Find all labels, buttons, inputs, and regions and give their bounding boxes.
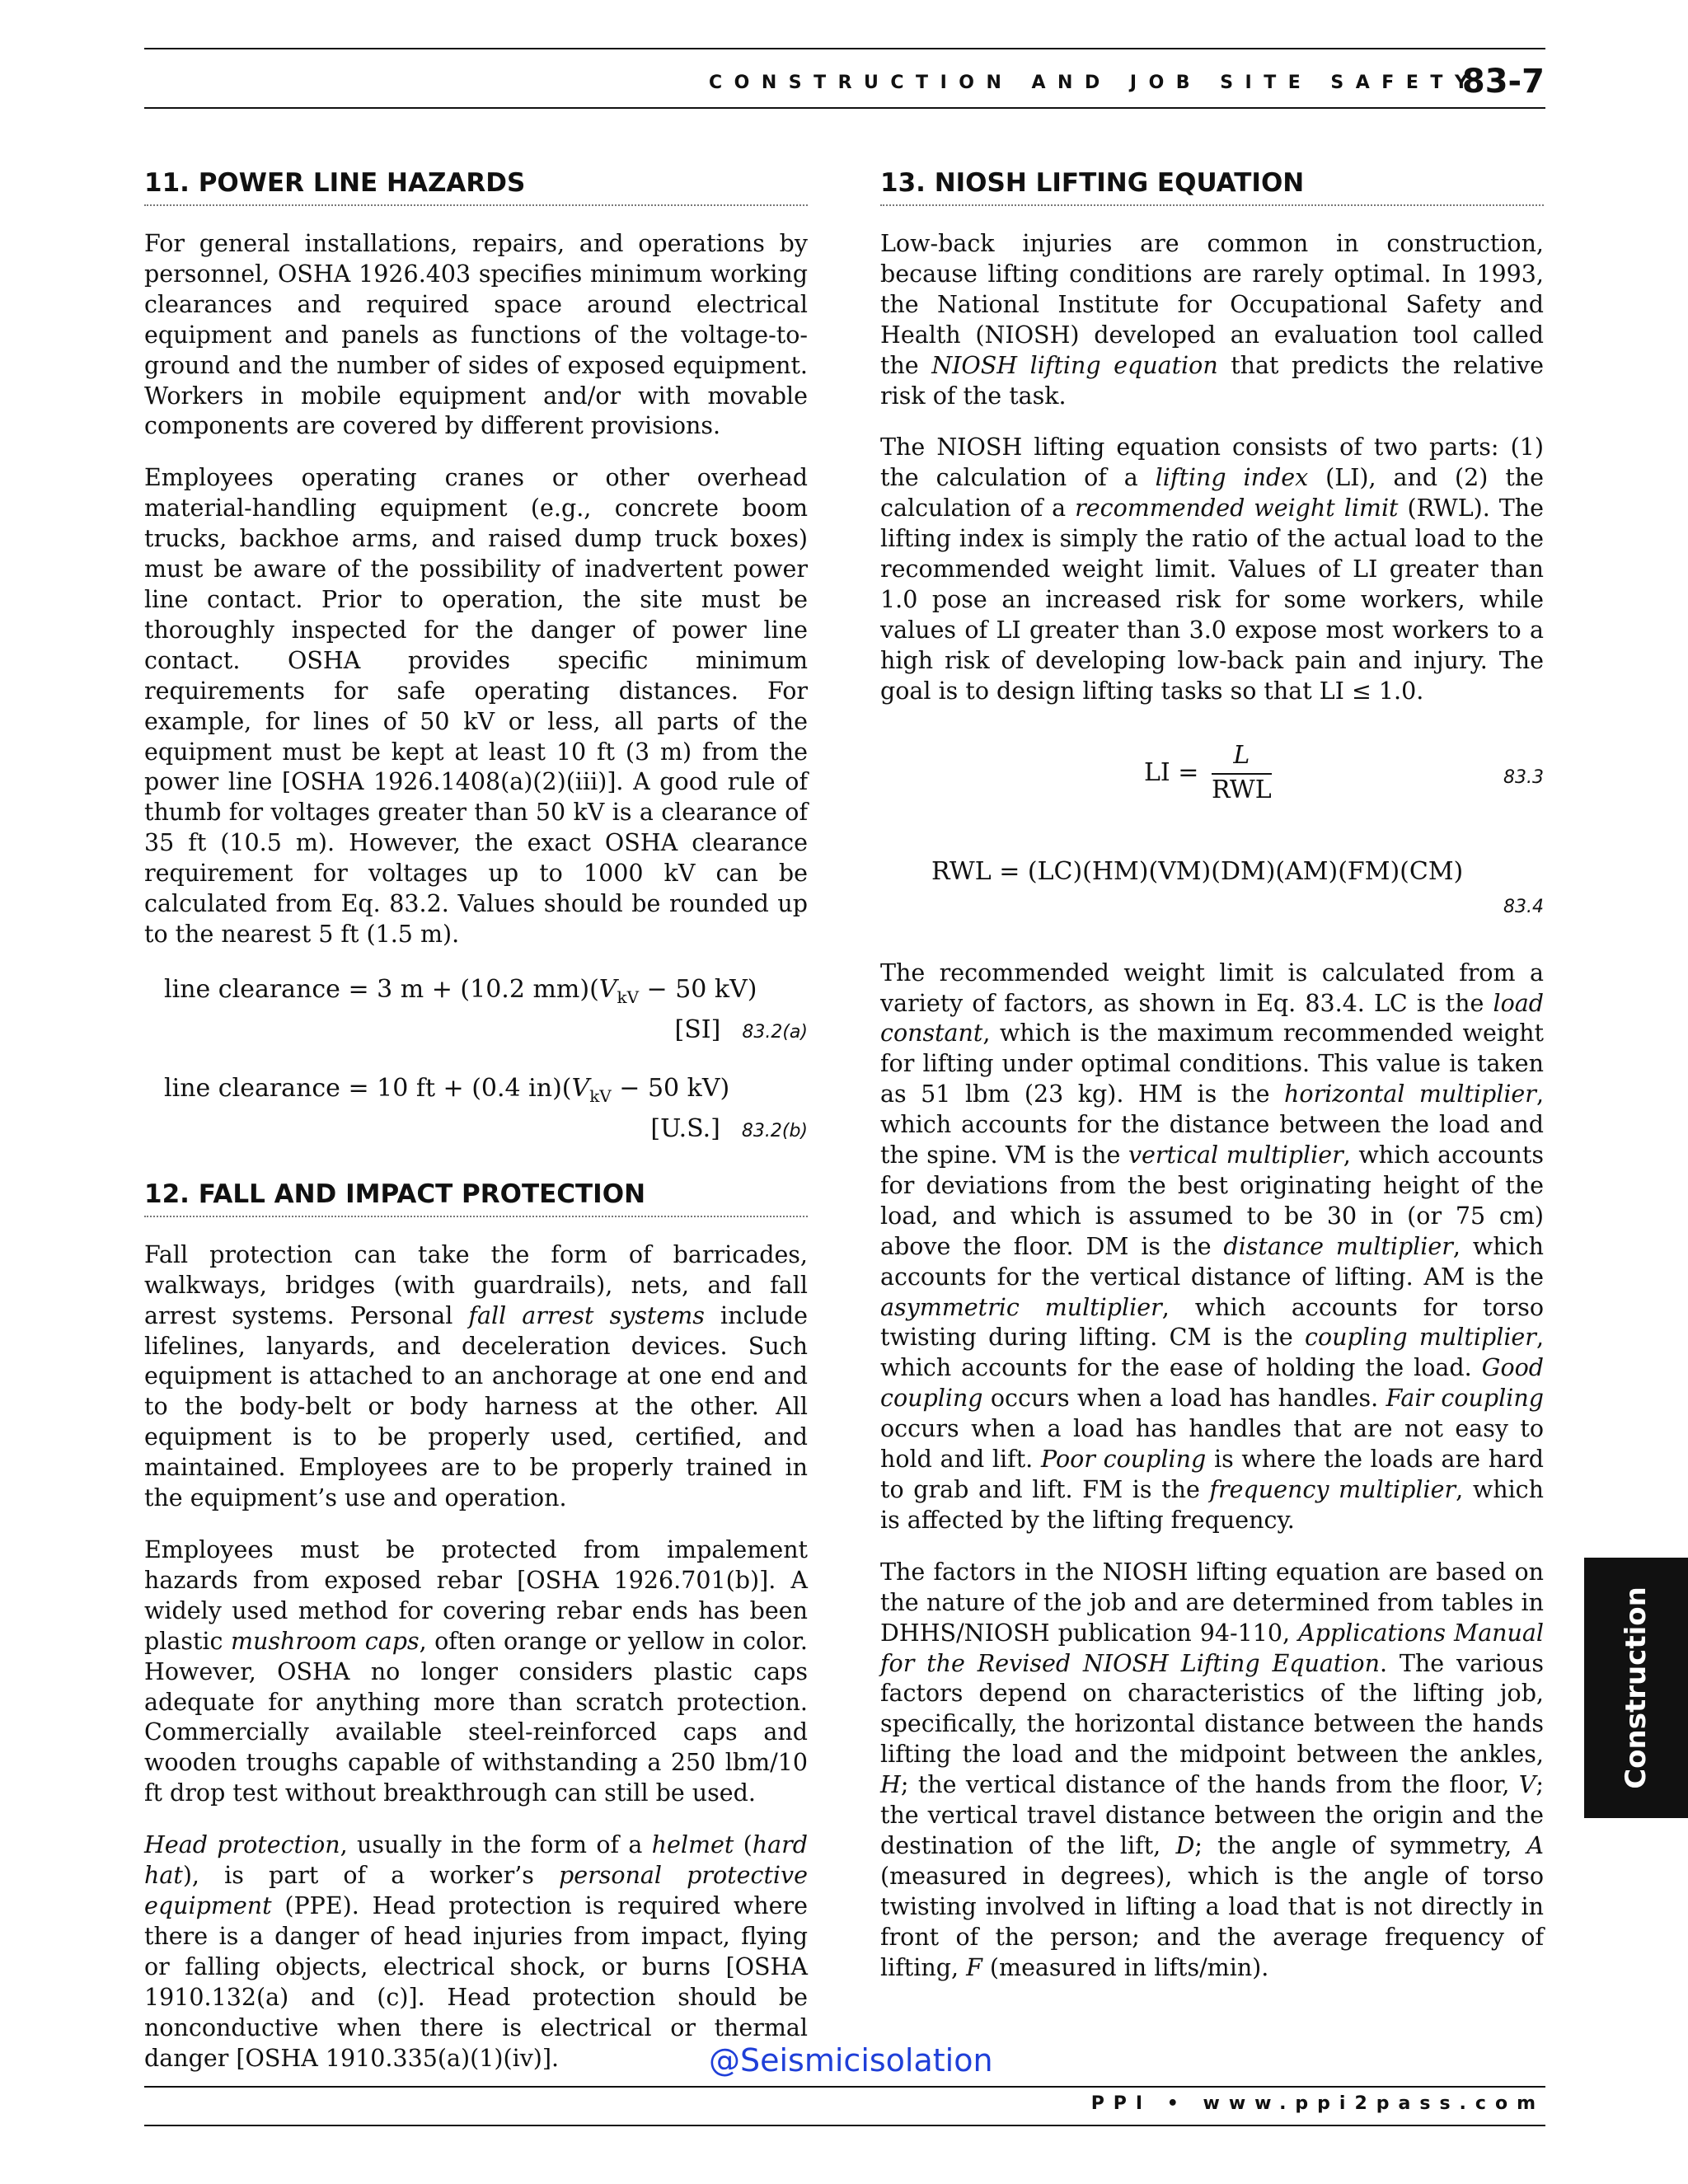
- equation-text: − 50 kV): [639, 974, 757, 1004]
- section-title-power-line-hazards: 11. POWER LINE HAZARDS: [144, 165, 808, 206]
- equation-text: line clearance = 10 ft + (0.4 in)(: [164, 1073, 572, 1103]
- paragraph: Employees must be protected from impalement hazards from exposed rebar [OSHA 1926.701(b)]. A widely used method for covering rebar ends has been plastic mushroom caps, often orange or yellow in color. However, OSHA no longer considers plastic caps adequate for anything more than scratch protection. Commercially available steel-reinforced caps and wooden troughs capable of withstanding a 250 lbm/10 ft drop test without breakthrough can still be used.: [144, 1536, 808, 1807]
- equation-unit-label: [U.S.]: [650, 1113, 720, 1143]
- equation-subscript: kV: [589, 1085, 612, 1106]
- equation-number: 83.3: [1503, 766, 1544, 788]
- equation-text: − 50 kV): [611, 1073, 730, 1103]
- equation-unit-label: [SI]: [674, 1015, 721, 1044]
- equation-83-2a: [144, 973, 808, 1049]
- equation-text: LI =: [1144, 757, 1199, 787]
- side-tab-label: Construction: [1620, 1586, 1653, 1789]
- paragraph: Low-back injuries are common in construction, because lifting conditions are rarely optimal. In 1993, the National Institute for Occupational Safety and Health (NIOSH) developed an evaluation tool called the NIOSH lifting equation that predicts the relative risk of the task.: [880, 230, 1544, 410]
- fraction-numerator: L: [1212, 740, 1272, 775]
- section-title-fall-and-impact-protection: 12. FALL AND IMPACT PROTECTION: [144, 1176, 808, 1217]
- paragraph: For general installations, repairs, and operations by personnel, OSHA 1926.403 specifies minimum working clearances and required space around electrical equipment and panels as functions of the voltage-to-ground and the number of sides of exposed equipment. Workers in mobile equipment and/or with movable components are covered by different provisions.: [144, 230, 808, 440]
- watermark: @Seismicisolation: [709, 2042, 993, 2079]
- footer-rule-bottom: [144, 2125, 1545, 2126]
- paragraph: The recommended weight limit is calculated from a variety of factors, as shown in Eq. 83.4. LC is the load constant, which is the maximum recommended weight for lifting under optimal conditions. This value is taken as 51 lbm (23 kg). HM is the horizontal multiplier, which accounts for the distance between the load and the spine. VM is the vertical multiplier, which accounts for deviations from the best originating height of the load, and which is assumed to be 30 in (or 75 cm) above the floor. DM is the distance multiplier, which accounts for the vertical distance of lifting. AM is the asymmetric multiplier, which accounts for torso twisting during lifting. CM is the coupling multiplier, which accounts for the ease of holding the load. Good coupling occurs when a load has handles. Fair coupling occurs when a load has handles that are not easy to hold and lift. Poor coupling is where the loads are hard to grab and lift. FM is the frequency multiplier, which is affected by the lifting frequency.: [880, 958, 1544, 1534]
- left-column: [144, 165, 808, 2095]
- equation-variable: V: [598, 974, 617, 1004]
- paragraph: The factors in the NIOSH lifting equation are based on the nature of the job and are determined from tables in DHHS/NIOSH publication 94-110, Applications Manual for the Revised NIOSH Lifting Equation. The various factors depend on characteristics of the lifting job, specifically, the horizontal distance between the hands lifting the load and the midpoint between the ankles, H; the vertical distance of the hands from the floor, V; the vertical travel distance between the origin and the destination of the lift, D; the angle of symmetry, A (measured in degrees), which is the angle of torso twisting involved in lifting a load that is not directly in front of the person; and the average frequency of lifting, F (measured in lifts/min).: [880, 1558, 1545, 1981]
- running-head: CONSTRUCTION AND JOB SITE SAFETY: [709, 73, 1480, 93]
- chapter-side-tab: [1584, 1558, 1688, 1818]
- paragraph: Fall protection can take the form of barricades, walkways, bridges (with guardrails), nets, and fall arrest systems. Personal fall arrest systems include lifelines, lanyards, and deceleration devices. Such equipment is attached to an anchorage at one end and to the body-belt or body harness at the other. All equipment is to be properly used, certified, and maintained. Employees are to be properly trained in the equipment’s use and operation.: [144, 1240, 809, 1512]
- equation-83-4: [880, 855, 1544, 924]
- equation-83-3: [880, 740, 1544, 814]
- paragraph: Employees operating cranes or other overhead material-handling equipment (e.g., concrete boom trucks, backhoe arms, and raised dump truck boxes) must be aware of the possibility of inadvertent power line contact. Prior to operation, the site must be thoroughly inspected for the danger of power line contact. OSHA provides specific minimum requirements for safe operating distances. For example, for lines of 50 kV or less, all parts of the equipment must be kept at least 10 ft (3 m) from the power line [OSHA 1926.1408(a)(2)(iii)]. A good rule of thumb for voltages greater than 50 kV is a clearance of 35 ft (10.5 m). However, the exact OSHA clearance requirement for voltages up to 1000 kV can be calculated from Eq. 83.2. Values should be rounded up to the nearest 5 ft (1.5 m).: [144, 464, 808, 948]
- equation-83-2b: [144, 1072, 808, 1148]
- equation-number: 83.2(b): [741, 1120, 808, 1141]
- paragraph: The NIOSH lifting equation consists of two parts: (1) the calculation of a lifting index (LI), and (2) the calculation of a recommended weight limit (RWL). The lifting index is simply the ratio of the actual load to the recommended weight limit. Values of LI greater than 1.0 pose an increased risk for some workers, while values of LI greater than 3.0 expose most workers to a high risk of developing low-back pain and injury. The goal is to design lifting tasks so that LI ≤ 1.0.: [880, 434, 1544, 705]
- section-title-niosh-lifting-equation: 13. NIOSH LIFTING EQUATION: [880, 165, 1544, 206]
- right-column: [880, 165, 1544, 2005]
- equation-number: 83.2(a): [742, 1021, 808, 1043]
- equation-text: line clearance = 3 m + (10.2 mm)(: [164, 974, 599, 1004]
- footer-rule: [144, 2086, 1545, 2088]
- equation-text: RWL = (LC)(HM)(VM)(DM)(AM)(FM)(CM): [931, 856, 1464, 886]
- fraction-denominator: RWL: [1212, 775, 1272, 804]
- equation-number: 83.4: [1503, 896, 1544, 917]
- equation-fraction: [1212, 740, 1272, 806]
- footer-publisher: PPI • www.ppi2pass.com: [1090, 2093, 1545, 2114]
- paragraph: Head protection, usually in the form of a helmet (hard hat), is part of a worker’s personal protective equipment (PPE). Head protection is required where there is a danger of head injuries from impact, flying or falling objects, electrical shock, or burns [OSHA 1910.132(a) and (c)]. Head protection should be nonconductive when there is electrical or thermal danger [OSHA 1910.335(a)(1)(iv)].: [144, 1831, 808, 2072]
- equation-variable: V: [571, 1073, 590, 1103]
- equation-subscript: kV: [617, 987, 640, 1007]
- page-number: 83-7: [1461, 63, 1545, 101]
